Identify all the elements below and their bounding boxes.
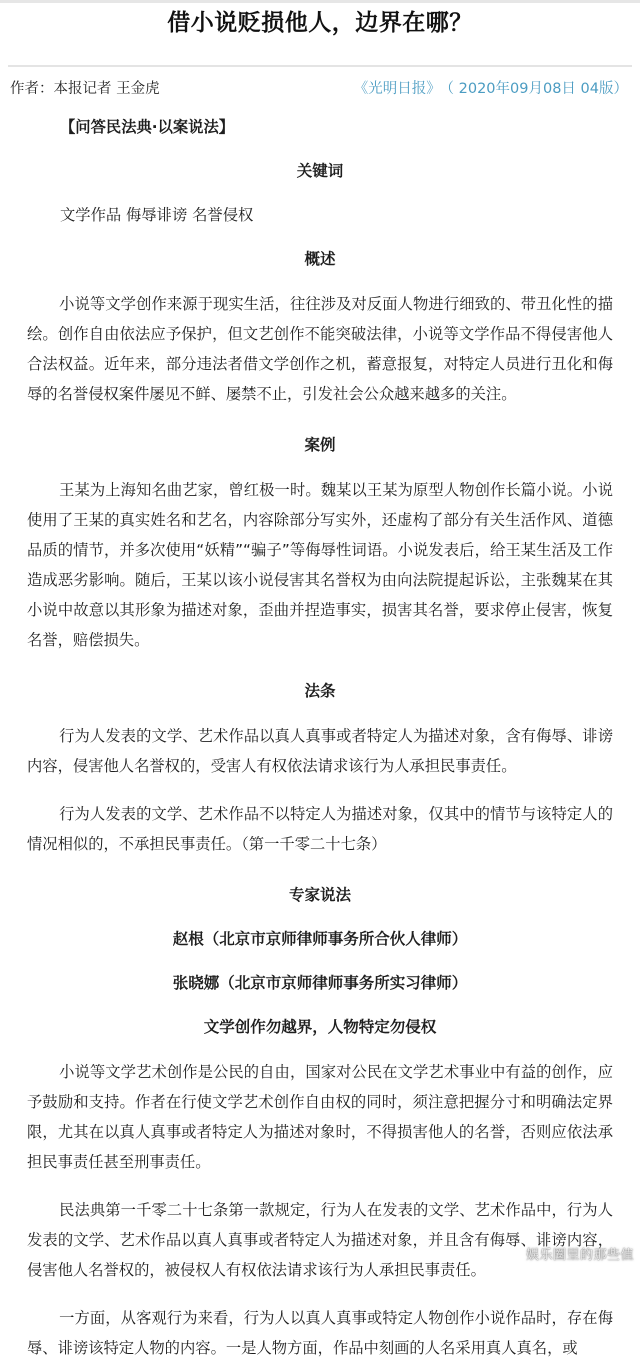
expert-paragraph-2: 民法典第一千零二十七条第一款规定，行为人在发表的文学、艺术作品中，行为人发表的文学、艺术作品以真人真事或者特定人为描述对象，并且含有侮辱、诽谤内容，侵害他人名誉权的，被侵权人有权依法请求该行为人承担民事责任。 bbox=[27, 1201, 613, 1279]
case-paragraph: 王某为上海知名曲艺家，曾红极一时。魏某以王某为原型人物创作长篇小说。小说使用了王某的真实姓名和艺名，内容除部分写实外，还虚构了部分有关生活作风、道德品质的情节，并多次使用“妖精”“骗子”等侮辱性词语。小说发表后，给王某生活及工作造成恶劣影响。随后，王某以该小说侵害其名誉权为由向法院提起诉讼，主张魏某在其小说中故意以其形象为描述对象，歪曲并捏造事实，损害其名誉，要求停止侵害，恢复名誉，赔偿损失。 bbox=[27, 481, 613, 649]
case-heading: 案例 bbox=[304, 436, 336, 454]
column-tag: 【问答民法典·以案说法】 bbox=[60, 118, 235, 136]
expert-paragraph-1: 小说等文学艺术创作是公民的自由，国家对公民在文学艺术事业中有益的创作，应予鼓励和支持。作者在行使文学艺术创作自由权的同时，须注意把握分寸和明确法定界限，尤其在以真人真事或者特定人为描述对象时，不得损害他人的名誉，否则应依法承担民事责任甚至刑事责任。 bbox=[27, 1063, 613, 1171]
watermark: 娱乐圈里的那些值 bbox=[525, 1248, 634, 1263]
expert-name-2: 张晓娜（北京市京师律师事务所实习律师） bbox=[172, 974, 468, 992]
article-body bbox=[27, 115, 613, 1363]
overview-heading: 概述 bbox=[304, 250, 336, 268]
article-meta bbox=[10, 78, 628, 100]
source-link[interactable] bbox=[354, 78, 628, 100]
top-border bbox=[0, 0, 640, 3]
law-paragraph-1: 行为人发表的文学、艺术作品以真人真事或者特定人为描述对象，含有侮辱、诽谤内容，侵害他人名誉权的，受害人有权依法请求该行为人承担民事责任。 bbox=[27, 727, 613, 775]
article-title: 借小说贬损他人，边界在哪？ bbox=[167, 10, 473, 36]
expert-subtitle: 文学创作勿越界，人物特定勿侵权 bbox=[203, 1018, 437, 1036]
law-heading: 法条 bbox=[304, 682, 336, 700]
overview-paragraph: 小说等文学创作来源于现实生活，往往涉及对反面人物进行细致的、带丑化性的描绘。创作自由依法应予保护，但文艺创作不能突破法律，小说等文学作品不得侵害他人合法权益。近年来，部分违法者借文学创作之机，蓄意报复，对特定人员进行丑化和侮辱的名誉侵权案件屡见不鲜、屡禁不止，引发社会公众越来越多的关注。 bbox=[27, 295, 613, 403]
expert-heading: 专家说法 bbox=[288, 886, 351, 904]
source-edition: （ 2020年09月08日 04版） bbox=[446, 81, 628, 97]
keywords-list: 文学作品 侮辱诽谤 名誉侵权 bbox=[60, 206, 254, 224]
expert-paragraph-3: 一方面，从客观行为来看，行为人以真人真事或特定人物创作小说作品时，存在侮辱、诽谤该特定人物的内容。一是人物方面，作品中刻画的人名采用真人真名，或 bbox=[27, 1309, 613, 1357]
keywords-heading: 关键词 bbox=[296, 162, 344, 180]
law-paragraph-2: 行为人发表的文学、艺术作品不以特定人为描述对象，仅其中的情节与该特定人的情况相似的，不承担民事责任。（第一千零二十七条） bbox=[27, 805, 613, 853]
expert-name-1: 赵根（北京市京师律师事务所合伙人律师） bbox=[172, 930, 468, 948]
author-byline: 作者：本报记者 王金虎 bbox=[10, 81, 160, 97]
source-newspaper[interactable]: 《光明日报》 bbox=[353, 81, 441, 97]
title-divider bbox=[8, 65, 632, 67]
